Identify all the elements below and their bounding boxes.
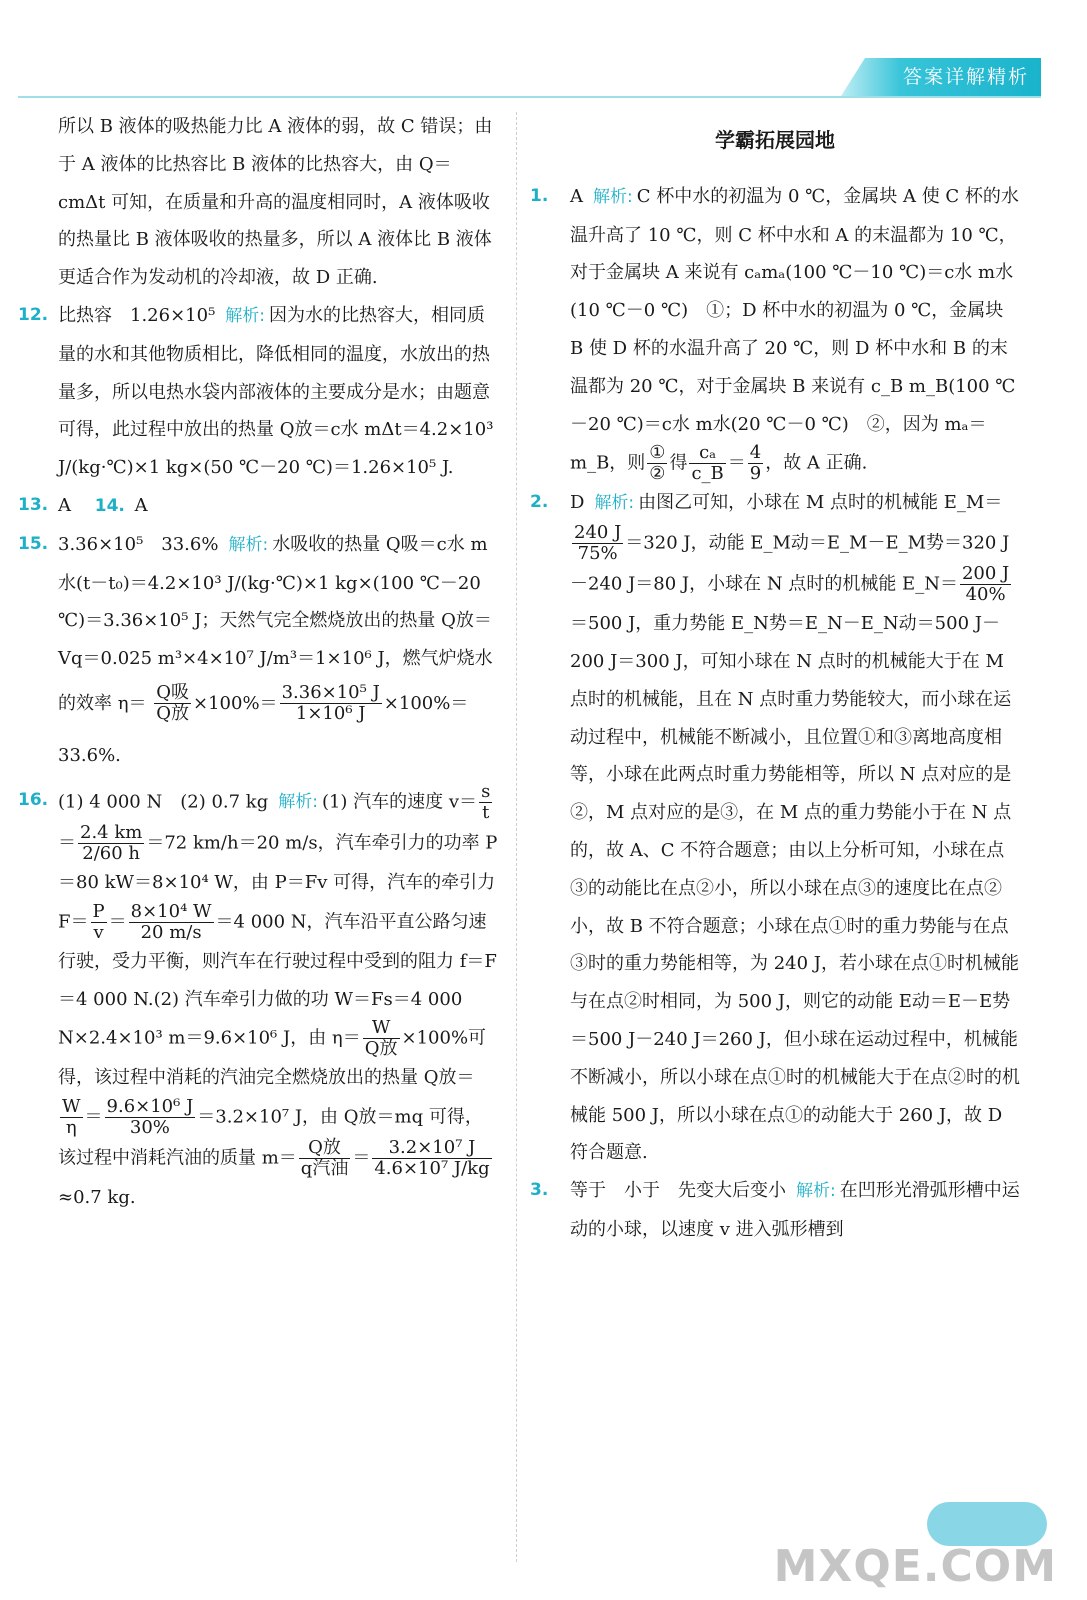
header-label: 答案详解精析 [902, 66, 1029, 88]
analysis-label: 解析: [593, 186, 633, 207]
watermark-logo [927, 1502, 1047, 1546]
fraction: $\frac{\text{Q吸}}{\text{Q放}}$ [156, 682, 190, 725]
analysis-label: 解析: [796, 1181, 836, 1202]
continued-text: 所以 B 液体的吸热能力比 A 液体的弱，故 C 错误；由于 A 液体的比热容比 B 液体的比热容大，由 Q＝cmΔt 可知，在质量和升高的温度相同时，A 液体吸收的热量比 B 液体吸收的热量多，所以 A 液体比 B 液体更适合作为发动机的冷却液，故 D 正确. [58, 116, 493, 289]
answer: A [58, 494, 71, 516]
answer: A [134, 494, 148, 516]
question-2: 2. D 解析: 由图乙可知，小球在 M 点时的机械能 E_M＝ $\frac{240 J}{75\%}$ ＝320 J，动能 E_M动＝E_M－E_M势＝320 J－240 J＝80 J，小球在 N 点时的机械能 E_N＝ $\frac{200 J}{40\%}$ ＝500 J，重力势能 E_N势＝E_N－E_N动＝500 J－200 J＝300 J，可知小球在 N 点时的机械能大于在 M 点时的机械能，且在 N 点时重力势能较大，而小球在运动过程中，机械能不断减小，且位置①和③离地高度相等，小球在此两点时重力势能相等，所以 N 点对应的是②，M 点对应的是③，在 M 点的重力势能小于在 N 点的，故 A、C 不符合题意；由以上分析可知，小球在点③的动能比在点②小，所以小球在点③的速度比在点②小，故 B 不符合题意；小球在点①时的重力势能与在点③时的重力势能相等，为 240 J，若小球在点①时机械能与在点②时相同，为 500 J，则它的动能 E动＝E－E势＝500 J－240 J＝260 J，但小球在运动过程中，机械能不断减小，所以小球在点①时的机械能大于在点②时的机械能 500 J，所以小球在点①的动能大于 260 J，故 D 符合题意. [530, 484, 1020, 1172]
question-number: 14. [94, 495, 125, 516]
answer: 等于 小于 先变大后变小 [570, 1180, 786, 1202]
header-rule [18, 96, 1041, 98]
question-number: 3. [530, 1180, 549, 1201]
fraction: $\frac{\text{8×10⁴ W}}{20 m/s}$ [130, 900, 212, 943]
fraction: $\frac{2.4 km}{2/60 h}$ [80, 821, 143, 864]
analysis-label: 解析: [225, 305, 266, 326]
question-number: 2. [530, 492, 549, 513]
analysis-label: 解析: [228, 534, 269, 555]
answer: 3.36×10⁵ 33.6% [58, 533, 219, 555]
fraction: $\frac{W}{\eta}$ [62, 1096, 81, 1139]
fraction: $\frac{\text{cₐ}}{c\_B}$ [691, 442, 724, 485]
fraction: $\frac{4}{9}$ [749, 442, 762, 485]
question-number: 16. [18, 789, 49, 810]
question-number: 13. [18, 494, 49, 515]
analysis-label: 解析: [594, 493, 635, 514]
analysis-text: 水吸收的热量 Q吸＝c水 m水(t－t₀)＝4.2×10³ J/(kg·℃)×1 kg×(100 ℃－20 ℃)＝3.36×10⁵ J；天然气完全燃烧放出的热量 Q放＝Vq＝0.025 m³×4×10⁷ J/m³＝1×10⁶ J，燃气炉烧水的效率 η＝ [58, 533, 493, 714]
watermark: MXQE.COM [773, 1541, 1057, 1592]
answer: D [570, 492, 585, 514]
fraction: $\frac{P}{v}$ [92, 900, 105, 943]
question-number: 15. [18, 533, 49, 554]
question-number: 12. [18, 304, 49, 325]
fraction: $\frac{\text{3.2×10⁷ J}}{\text{4.6×10⁷ J/kg}}$ [374, 1137, 490, 1180]
fraction: $\frac{\text{9.6×10⁶ J}}{30\%}$ [106, 1096, 194, 1139]
analysis-text: 因为水的比热容大，相同质量的水和其他物质相比，降低相同的温度，水放出的热量多，所以电热水袋内部液体的主要成分是水；由题意可得，此过程中放出的热量 Q放＝c水 mΔt＝4.2×10³ J/(kg·℃)×1 kg×(50 ℃－20 ℃)＝1.26×10⁵ J. [58, 304, 494, 479]
question-3: 3. 等于 小于 先变大后变小 解析: 在凹形光滑弧形槽中运动的小球，以速度 v 进入弧形槽到 [530, 1172, 1020, 1249]
answer: 比热容 1.26×10⁵ [58, 304, 216, 326]
question-1: 1. A 解析: C 杯中水的初温为 0 ℃，金属块 A 使 C 杯的水温升高了 10 ℃，则 C 杯中水和 A 的末温都为 10 ℃，对于金属块 A 来说有 cₐmₐ(100 ℃－10 ℃)＝c水 m水(10 ℃－0 ℃) ①；D 杯中水的初温为 0 ℃，金属块 B 使 D 杯的水温升高了 20 ℃，则 D 杯中水和 B 的末温都为 20 ℃，对于金属块 B 来说有 c_B m_B(100 ℃－20 ℃)＝c水 m水(20 ℃－0 ℃) ②，因为 mₐ＝m_B，则 $\frac{\text{①}}{\text{②}}$ 得 $\frac{\text{cₐ}}{c\_B}$ ＝ $\frac{4}{9}$ ，故 A 正确. [530, 178, 1020, 485]
fraction: $\frac{\text{3.36×10⁵ J}}{\text{1×10⁶ J}}$ [281, 682, 380, 725]
fraction: $\frac{W}{\text{Q放}}$ [364, 1017, 398, 1060]
question-16: 16. (1) 4 000 N (2) 0.7 kg 解析: (1) 汽车的速度 v＝ $\frac{s}{t}$ ＝ $\frac{2.4 km}{2/60 h}$ ＝72 km/h＝20 m/s，汽车牵引力的功率 P＝80 kW＝8×10⁴ W，由 P＝Fv 可得，汽车的牵引力 F＝ $\frac{P}{v}$ ＝ $\frac{\text{8×10⁴ W}}{20 m/s}$ ＝4 000 N，汽车沿平直公路匀速行驶，受力平衡，则汽车在行驶过程中受到的阻力 f＝F＝4 000 N.(2) 汽车牵引力做的功 W＝Fs＝4 000 N×2.4×10³ m＝9.6×10⁶ J，由 η＝ $\frac{W}{\text{Q放}}$ ×100%可得，该过程中消耗的汽油完全燃烧放出的热量 Q放＝ $\frac{W}{\eta}$ ＝ $\frac{\text{9.6×10⁶ J}}{30\%}$ ＝3.2×10⁷ J，由 Q放＝mq 可得，该过程中消耗汽油的质量 m＝ $\frac{\text{Q放}}{\text{q汽油}}$ ＝ $\frac{\text{3.2×10⁷ J}}{\text{4.6×10⁷ J/kg}}$ ≈0.7 kg. [18, 780, 498, 1209]
answer: (1) 4 000 N (2) 0.7 kg [58, 791, 269, 813]
question-13-14 [18, 487, 498, 526]
left-column [18, 108, 498, 1217]
section-title: 学霸拓展园地 [715, 128, 835, 152]
question-15: 15. 3.36×10⁵ 33.6% 解析: 水吸收的热量 Q吸＝c水 m水(t－t₀)＝4.2×10³ J/(kg·℃)×1 kg×(100 ℃－20 ℃)＝3.36×10⁵ J；天然气完全燃烧放出的热量 Q放＝Vq＝0.025 m³×4×10⁷ J/m³＝1×10⁶ J，燃气炉烧水的效率 η＝ $\frac{\text{Q吸}}{\text{Q放}}$ ×100%＝ $\frac{\text{3.36×10⁵ J}}{\text{1×10⁶ J}}$ ×100%＝33.6%. [18, 526, 498, 782]
fraction: $\frac{\text{Q放}}{\text{q汽油}}$ [300, 1137, 349, 1180]
column-divider [516, 112, 517, 1562]
question-number: 1. [530, 185, 549, 206]
fraction: $\frac{s}{t}$ [481, 780, 491, 823]
fraction: $\frac{240 J}{75\%}$ [574, 522, 622, 565]
fraction: $\frac{\text{①}}{\text{②}}$ [649, 442, 666, 485]
fraction: $\frac{200 J}{40\%}$ [961, 563, 1010, 606]
answer: A [570, 185, 583, 207]
right-column [530, 108, 1020, 1249]
analysis-label: 解析: [278, 792, 318, 813]
question-12 [18, 297, 498, 487]
